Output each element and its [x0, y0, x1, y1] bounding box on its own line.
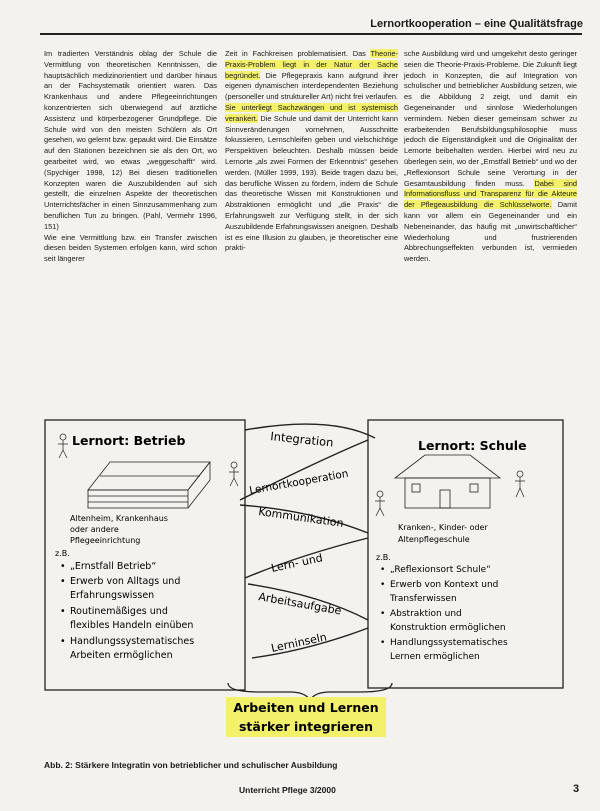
- highlight: Sie unterliegt Sachzwängen und ist systemisch verankert.: [225, 102, 398, 123]
- left-sub: Altenheim, Krankenhaus: [70, 514, 168, 523]
- left-title: Lernort: Betrieb: [72, 433, 186, 448]
- person-icon: [58, 434, 68, 458]
- text: Damit kann vor allem ein Gegeneinander und ein Nebeneinander, das häufig mit „unwirtschaftlicher“ Wiederholung und frustrierenden Abbrechungseffekten verbunden ist, vermieden werden.: [404, 200, 578, 264]
- bullet: •: [380, 580, 386, 590]
- person-icon: [229, 462, 239, 486]
- school-icon: [395, 455, 500, 508]
- text: Die Pflegepraxis kann aufgrund ihrer eigenen dynamischen interdependenten Beziehung (personeller und struktureller Art) nicht frei verlaufen.: [225, 70, 398, 102]
- arrow-label: Integration: [269, 429, 335, 450]
- right-zb: z.B.: [376, 553, 391, 562]
- bullet: •: [380, 609, 386, 619]
- list-item: Handlungssystematisches: [390, 638, 508, 648]
- list-item: Handlungssystematisches: [70, 636, 195, 647]
- list-item: Transferwissen: [390, 594, 457, 604]
- right-title: Lernort: Schule: [418, 438, 527, 453]
- list-item: Lernen ermöglichen: [390, 652, 480, 662]
- highlight: Theorie-Praxis-Problem liegt in der Natur der Sache begründet.: [225, 49, 398, 80]
- text: sche Ausbildung wird und umgekehrt desto geringer seien die Theorie-Praxis-Probleme. Die Zukunft liegt jedoch in Konzepten, die auf Integration von schulischer und betrieblicher Ausbildung setzen, wie es die Abbildung 2 zeigt, und damit ein Gegeneinander und sinnlose Wiederholungen vermindern. Neben dieser gemeinsam schwer zu erarbeitenden Berufsbildungsphilosophie muss jedoch die Eigenständigkeit und die Originalität der Lernorte beibehalten werden. Hierbei wird neu zu überlegen sein, wo der „Ernstfall Betrieb“ und wo der „Reflexionsort Schule seine Verortung in der Gesamtausbildung finden muss.: [404, 49, 577, 188]
- left-list: [60, 561, 194, 661]
- bullet: •: [60, 576, 66, 587]
- list-item: Arbeiten ermöglichen: [70, 650, 173, 661]
- person-icon: [515, 471, 525, 497]
- list-item: Routinemäßiges und: [70, 606, 168, 617]
- right-sub: Altenpflegeschule: [398, 535, 470, 544]
- magazine-name: Unterricht Pflege 3/2000: [239, 785, 336, 795]
- list-item: Abstraktion und: [390, 609, 462, 619]
- list-item: „Reflexionsort Schule“: [390, 565, 491, 575]
- right-sub: Kranken-, Kinder- oder: [398, 523, 488, 532]
- left-zb: z.B.: [55, 549, 70, 558]
- left-sub: oder andere: [70, 525, 119, 534]
- building-icon: [88, 462, 210, 508]
- text: Zeit in Fachkreisen problematisiert. Das: [225, 49, 371, 58]
- list-item: Erwerb von Alltags und: [70, 576, 181, 587]
- list-item: Erwerb von Kontext und: [390, 580, 499, 590]
- page-number: 3: [573, 783, 580, 795]
- arrow-label: Lernortkooperation: [248, 467, 350, 497]
- bullet: •: [380, 565, 386, 575]
- bullet: •: [60, 636, 66, 647]
- paragraph: Im tradierten Verständnis oblag der Schule die Vermittlung von theoretischen Kenntnissen, die hauptsächlich medizinorientiert und darüber hinaus an der Fachsystematik orientiert waren. Das Krankenhaus und andere Pflegeeinrichtungen konzentrierten sich überwiegend auf ärztliche Assistenz und körperbezogener Grundpflege. Die Schule wird von den meisten Schülern als Ort gesehen, wo gelernt bzw. gepaukt wird. Die Einsätze auf den Stationen bezeichnen sie als den Ort, wo gearbeitet wird, wo etwas „weggeschafft“ wird. (Spychiger 1998, 12) Bei diesen traditionellen Konzepten waren die Auszubildenden auf sich gestellt, die einzelnen Aspekte der theoretischen Unterrichtsfächer in einen Sinnzusammenhang zum beruflichen Tun zu bringen. (Pahl, Vermehr 1996, 151): [44, 49, 217, 231]
- left-sub: Pflegeeinrichtung: [70, 536, 141, 545]
- bullet: •: [380, 638, 386, 648]
- right-list: [380, 565, 508, 662]
- arrow-label: Lern- und: [269, 551, 324, 575]
- conclusion-line: Arbeiten und Lernen: [233, 700, 379, 715]
- person-icon: [375, 491, 385, 516]
- list-item: flexibles Handeln einüben: [70, 620, 194, 631]
- arrow-label: Kommunikation: [257, 505, 345, 530]
- arrow-label: Lerninseln: [269, 630, 328, 655]
- text: Die Schule und damit der Unterricht kann Sinnveränderungen vornehmen, Ausschnitte fokussieren, Lernschleifen geben und vielschichtige Perspektiven beleuchten. Deshalb müssen beide Lernorte „als zwei Formen der Erkenntnis“ gesehen werden. (Müller 1999, 193). Beide tragen dazu bei, das berufliche Wissen zu fördern, indem die Schule das theoretische Wissen mit Konstruktionen und Abstraktionen ermöglicht und „die Praxis“ die Erfahrungswelt zur Verfügung stellt, in der sich Auszubildende Erfahrungswissen aneignen. Deshalb ist es eine Illusion zu glauben, je theoretischer eine prakti-: [225, 113, 398, 253]
- paragraph: Wie eine Vermittlung bzw. ein Transfer zwischen diesen beiden Systemen erfolgen kann, wird schon seit längerer: [44, 232, 217, 264]
- list-item: „Ernstfall Betrieb“: [70, 561, 157, 572]
- running-header: Lernortkooperation – eine Qualitätsfrage: [370, 18, 583, 30]
- highlight: Dabei sind Informationsfluss und Transparenz für die Akteure der Pflegeausbildung die Schlüsselworte.: [404, 178, 577, 210]
- arrow-label: Arbeitsaufgabe: [257, 590, 343, 618]
- list-item: Konstruktion ermöglichen: [390, 623, 506, 633]
- bullet: •: [60, 561, 66, 572]
- bullet: •: [60, 606, 66, 617]
- figure-caption: Abb. 2: Stärkere Integratin von betrieblicher und schulischer Ausbildung: [44, 760, 338, 770]
- conclusion-line: stärker integrieren: [238, 719, 374, 734]
- list-item: Erfahrungswissen: [70, 590, 155, 601]
- connector-band: [240, 424, 375, 658]
